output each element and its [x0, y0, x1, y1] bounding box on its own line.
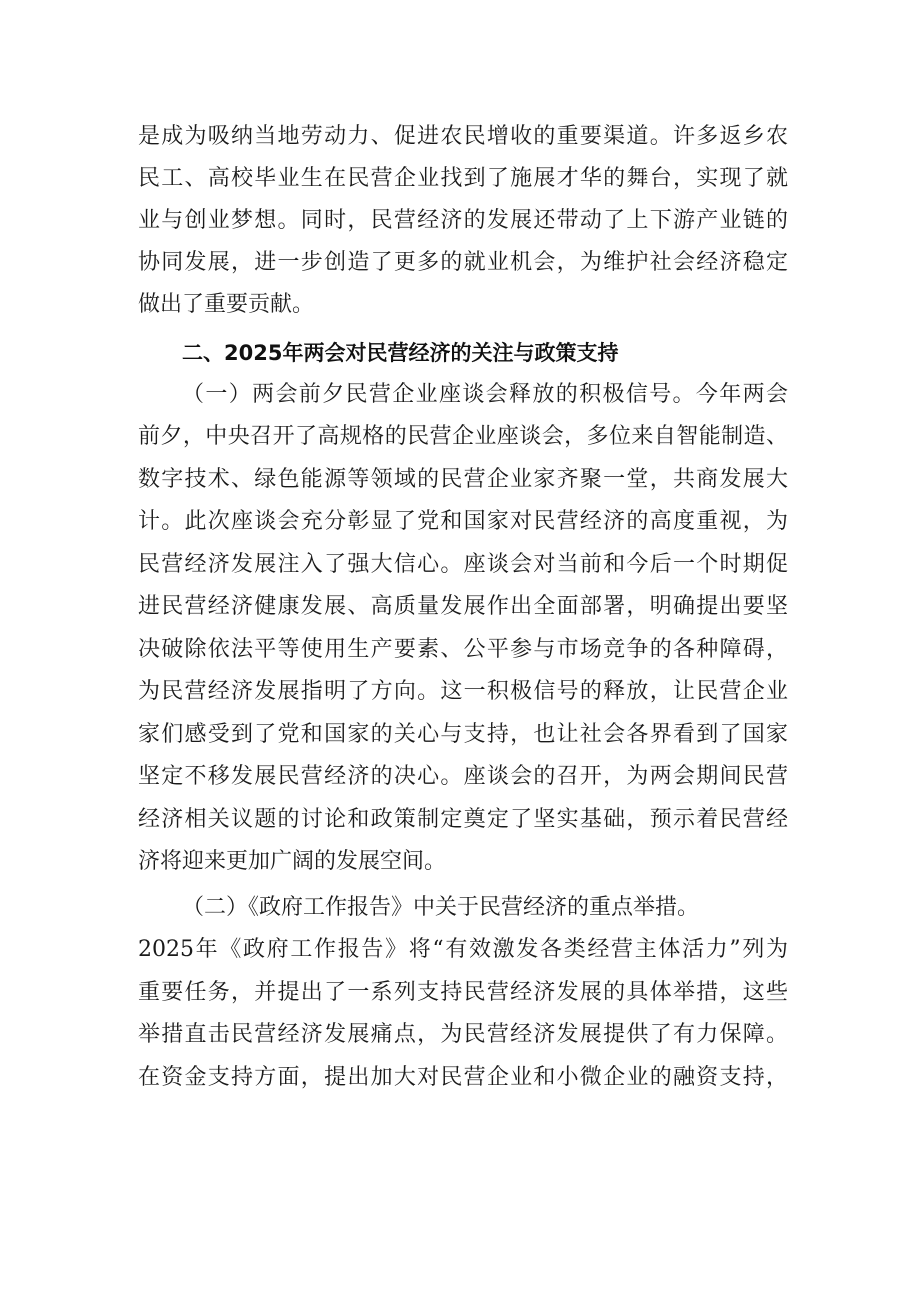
paragraph-2-line-2: 前夕，中央召开了高规格的民营企业座谈会，多位来自智能制造、: [138, 424, 788, 449]
paragraph-1-line-5: 做出了重要贡献。: [138, 292, 315, 317]
paragraph-2-line-11: 经济相关议题的讨论和政策制定奠定了坚实基础，预示着民营经: [138, 807, 788, 832]
paragraph-2-line-6: 进民营经济健康发展、高质量发展作出全面部署，明确提出要坚: [138, 594, 788, 619]
paragraph-3-line-2: 2025年《政府工作报告》将“有效激发各类经营主体活力”列为: [138, 937, 788, 962]
paragraph-2-line-1: （一）两会前夕民营企业座谈会释放的积极信号。今年两会: [182, 382, 788, 407]
paragraph-2-line-9: 家们感受到了党和国家的关心与支持，也让社会各界看到了国家: [138, 722, 788, 747]
paragraph-1-line-1: 是成为吸纳当地劳动力、促进农民增收的重要渠道。许多返乡农: [138, 124, 788, 149]
paragraph-1-line-3: 业与创业梦想。同时，民营经济的发展还带动了上下游产业链的: [138, 208, 788, 233]
section-heading: 二、2025年两会对民营经济的关注与政策支持: [182, 341, 619, 365]
paragraph-1-line-2: 民工、高校毕业生在民营企业找到了施展才华的舞台，实现了就: [138, 166, 788, 191]
paragraph-3-line-1: （二）《政府工作报告》中关于民营经济的重点举措。: [182, 895, 700, 920]
paragraph-1-line-4: 协同发展，进一步创造了更多的就业机会，为维护社会经济稳定: [138, 250, 788, 275]
paragraph-2-line-10: 坚定不移发展民营经济的决心。座谈会的召开，为两会期间民营: [138, 764, 788, 789]
paragraph-3-line-4: 举措直击民营经济发展痛点，为民营经济发展提供了有力保障。: [138, 1022, 788, 1047]
paragraph-2-line-4: 计。此次座谈会充分彰显了党和国家对民营经济的高度重视，为: [138, 509, 788, 534]
paragraph-2-line-3: 数字技术、绿色能源等领域的民营企业家齐聚一堂，共商发展大: [138, 467, 788, 492]
paragraph-2-line-7: 决破除依法平等使用生产要素、公平参与市场竞争的各种障碍，: [138, 637, 788, 662]
paragraph-2-line-12: 济将迎来更加广阔的发展空间。: [138, 849, 447, 874]
paragraph-2-line-8: 为民营经济发展指明了方向。这一积极信号的释放，让民营企业: [138, 679, 788, 704]
paragraph-3-line-5: 在资金支持方面，提出加大对民营企业和小微企业的融资支持，: [138, 1065, 788, 1090]
paragraph-2-line-5: 民营经济发展注入了强大信心。座谈会对当前和今后一个时期促: [138, 552, 788, 577]
paragraph-3-line-3: 重要任务，并提出了一系列支持民营经济发展的具体举措，这些: [138, 980, 788, 1005]
